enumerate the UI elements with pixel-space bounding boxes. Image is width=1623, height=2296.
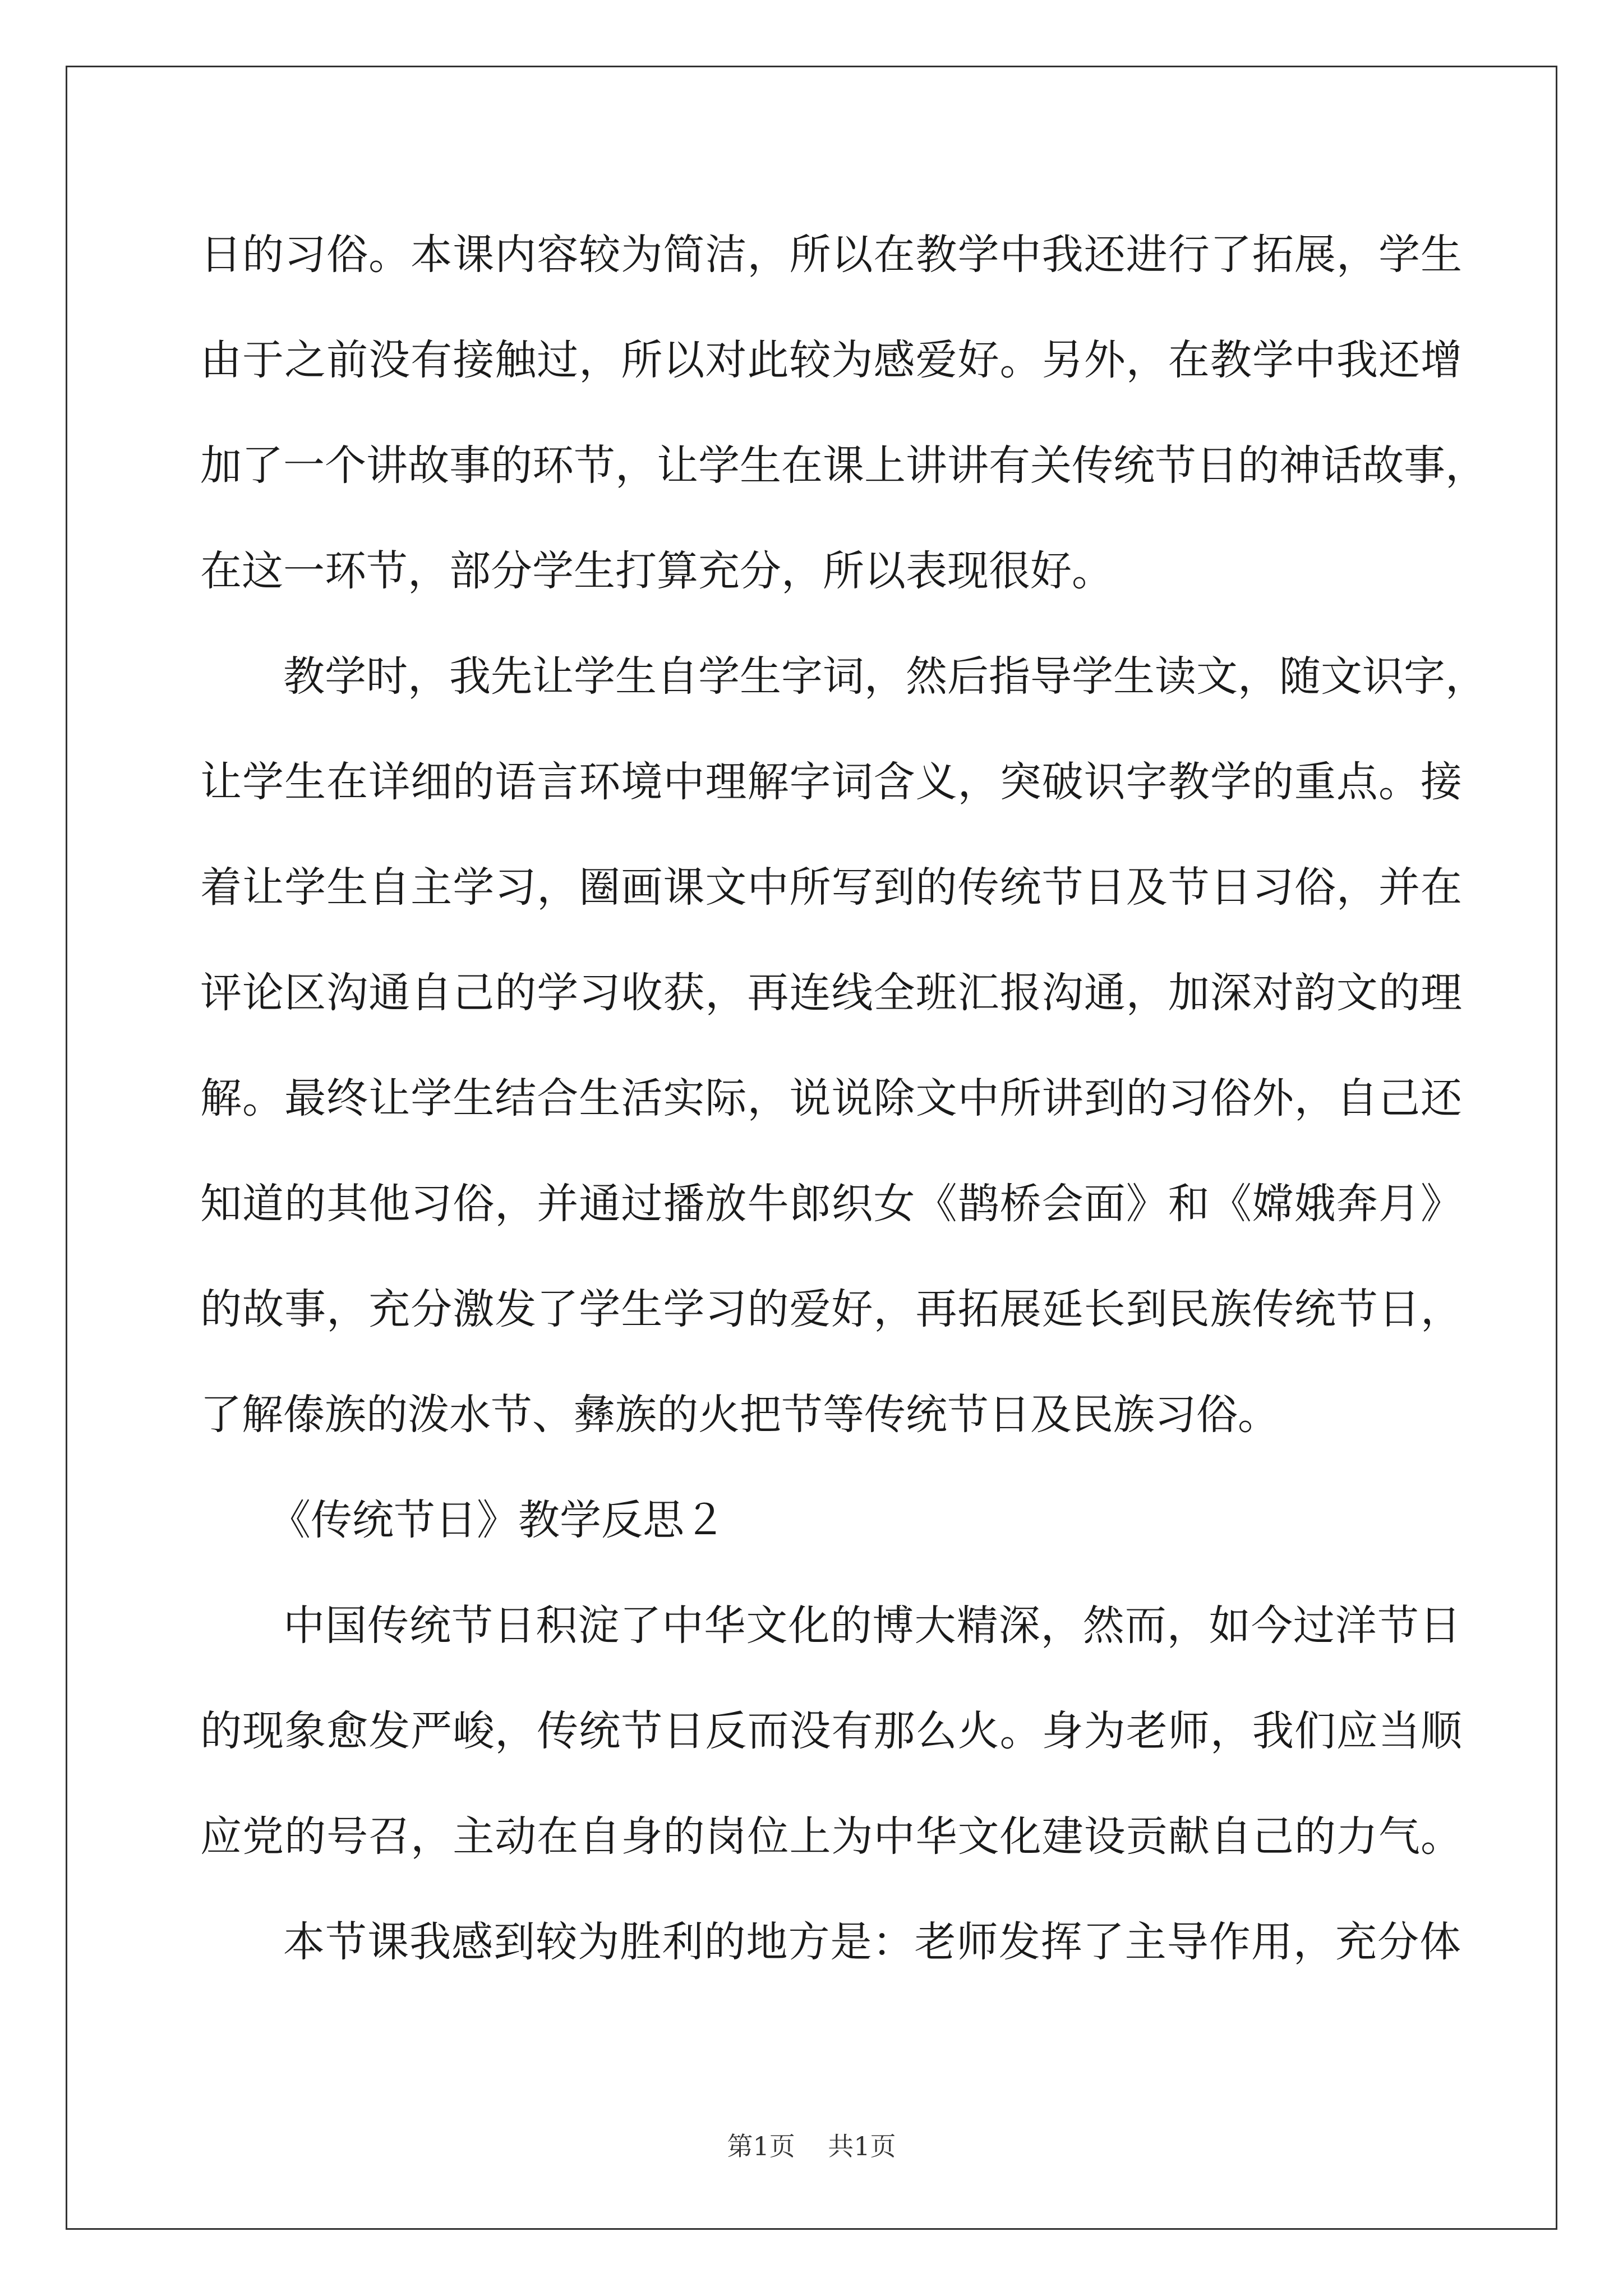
paragraph-line-10: 知道的其他习俗，并通过播放牛郎织女《鹊桥会面》和《嫦娥奔月》 bbox=[200, 1180, 1462, 1228]
page-number-total: 共1页 bbox=[828, 2131, 896, 2161]
paragraph-line-11: 的故事，充分激发了学生学习的爱好，再拓展延长到民族传统节日， bbox=[200, 1285, 1462, 1333]
page-footer bbox=[0, 2129, 1623, 2163]
paragraph-line-12: 了解傣族的泼水节、彝族的火把节等传统节日及民族习俗。 bbox=[200, 1391, 1279, 1439]
page-number-current: 第1页 bbox=[727, 2131, 795, 2161]
paragraph-line-9: 解。最终让学生结合生活实际，说说除文中所讲到的习俗外，自己还 bbox=[200, 1074, 1462, 1122]
paragraph-line-7: 着让学生自主学习，圈画课文中所写到的传统节日及节日习俗，并在 bbox=[200, 863, 1462, 912]
paragraph-line-4: 在这一环节，部分学生打算充分，所以表现很好。 bbox=[200, 547, 1113, 595]
section-heading: 《传统节日》教学反思２ bbox=[269, 1496, 726, 1544]
paragraph-line-5: 教学时，我先让学生自学生字词，然后指导学生读文，随文识字， bbox=[283, 652, 1487, 701]
paragraph-line-3: 加了一个讲故事的环节，让学生在课上讲讲有关传统节日的神话故事， bbox=[200, 441, 1487, 490]
paragraph-line-2: 由于之前没有接触过，所以对此较为感爱好。另外，在教学中我还增 bbox=[200, 336, 1462, 384]
paragraph-line-8: 评论区沟通自己的学习收获，再连线全班汇报沟通，加深对韵文的理 bbox=[200, 969, 1462, 1017]
paragraph-line-17: 本节课我感到较为胜利的地方是：老师发挥了主导作用，充分体 bbox=[283, 1918, 1461, 1966]
page-border bbox=[66, 66, 1557, 2230]
paragraph-line-1: 日的习俗。本课内容较为简洁，所以在教学中我还进行了拓展，学生 bbox=[200, 231, 1462, 279]
paragraph-line-15: 的现象愈发严峻，传统节日反而没有那么火。身为老师，我们应当顺 bbox=[200, 1707, 1462, 1755]
paragraph-line-16: 应党的号召，主动在自身的岗位上为中华文化建设贡献自己的力气。 bbox=[200, 1812, 1462, 1861]
paragraph-line-14: 中国传统节日积淀了中华文化的博大精深，然而，如今过洋节日 bbox=[283, 1602, 1461, 1650]
paragraph-line-6: 让学生在详细的语言环境中理解字词含义，突破识字教学的重点。接 bbox=[200, 758, 1462, 806]
